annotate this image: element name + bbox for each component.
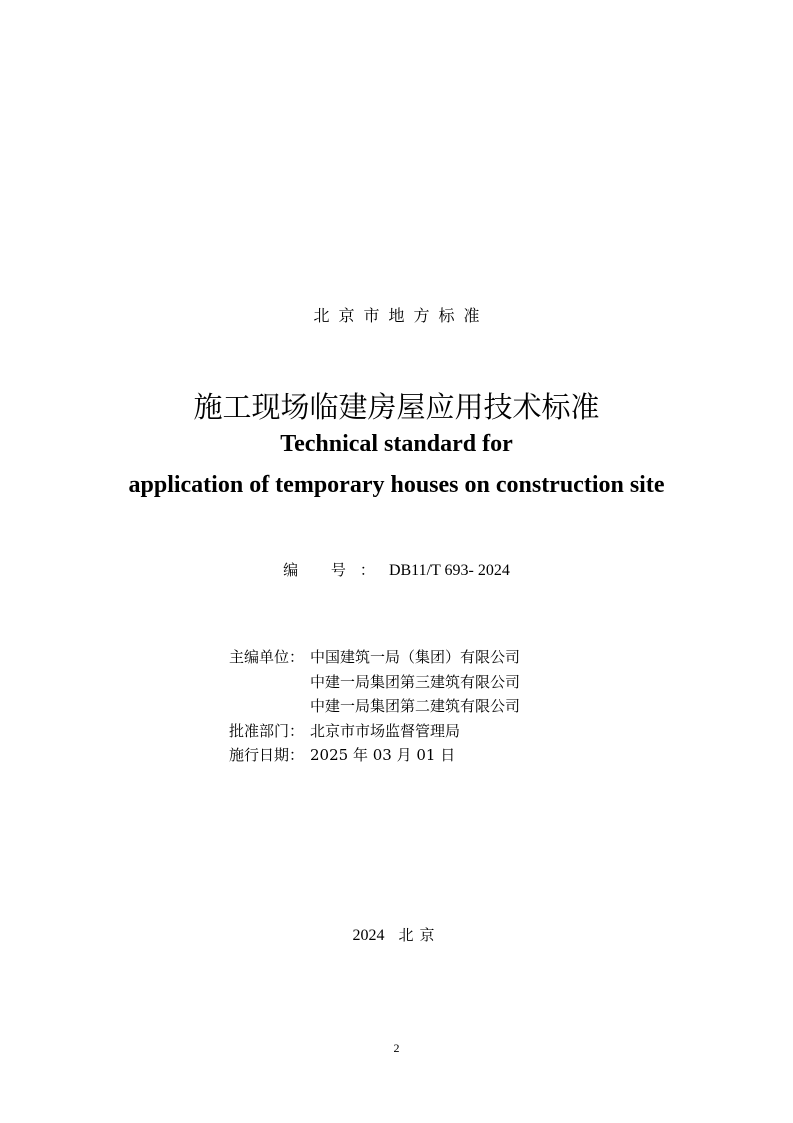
approval-row (229, 719, 520, 744)
english-title-line-2: application of temporary houses on construction site (128, 472, 665, 498)
editor-row-1 (229, 645, 520, 670)
publication-year: 2024 (352, 927, 385, 944)
standard-code (0, 559, 793, 580)
editor-label-spacer (229, 694, 310, 719)
publication-city: 北京 (398, 926, 441, 944)
editor-label: 主编单位： (229, 648, 305, 666)
editor-3: 中建一局集团第二建筑有限公司 (310, 697, 521, 715)
standard-type: 北京市地方标准 (313, 306, 489, 325)
english-title-line-1: Technical standard for (280, 431, 513, 457)
effective-date-row (229, 743, 520, 768)
effective-date-value: 2025 年 03 月 01 日 (310, 746, 456, 764)
effective-date-label: 施行日期： (229, 746, 305, 764)
editor-label-spacer (229, 670, 310, 695)
editor-1: 中国建筑一局（集团）有限公司 (310, 648, 521, 666)
approval-value: 北京市市场监督管理局 (310, 721, 461, 740)
page-number: 2 (393, 1041, 400, 1055)
approval-label: 批准部门： (229, 721, 305, 740)
standard-code-value: DB11/T 693- 2024 (388, 562, 510, 579)
standard-code-label: 编 号： (283, 561, 389, 579)
editor-row-3 (229, 694, 520, 719)
editor-2: 中建一局集团第三建筑有限公司 (310, 672, 521, 691)
chinese-title: 施工现场临建房屋应用技术标准 (193, 390, 600, 424)
publication-info (229, 645, 520, 768)
editor-row-2 (229, 670, 520, 695)
publication-place-year (0, 924, 793, 945)
